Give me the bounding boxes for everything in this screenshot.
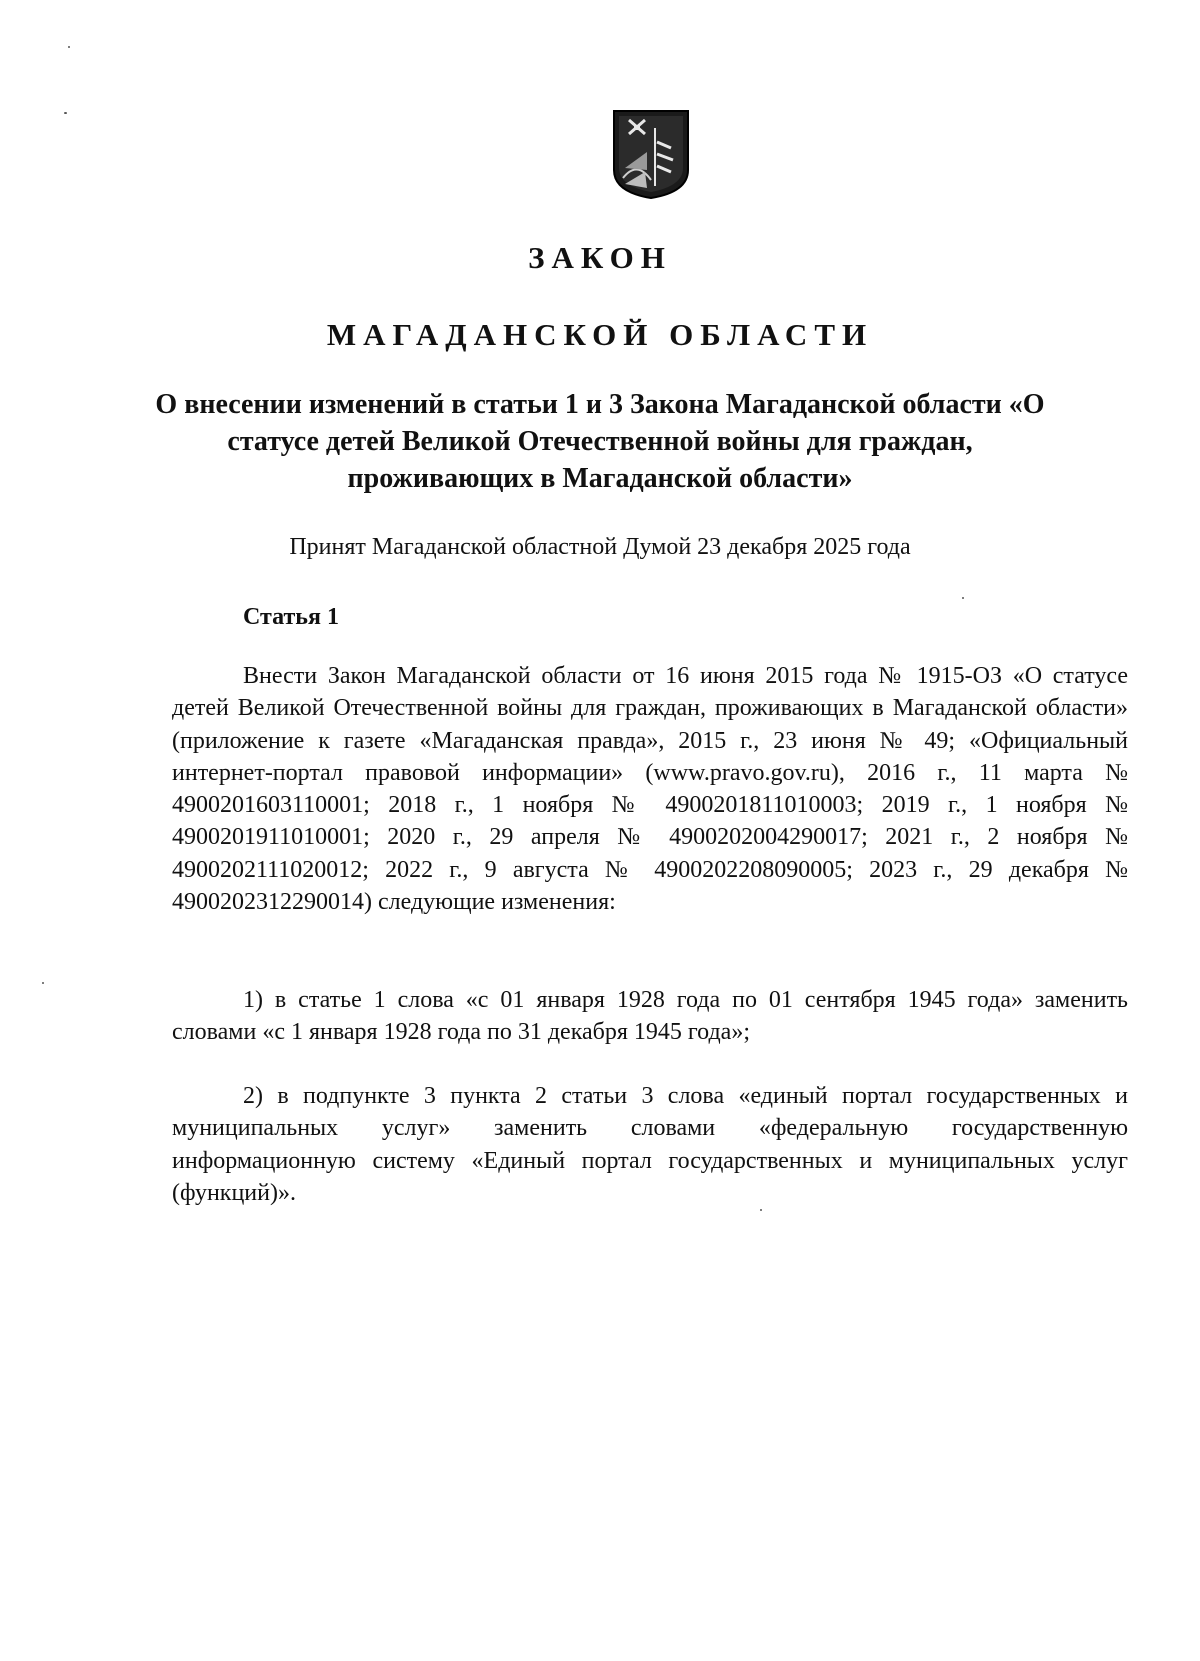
article-intro-paragraph: Внести Закон Магаданской области от 16 июня 2015 года № 1915-ОЗ «О статусе детей Великой Отечественной войны для граждан, проживающих в Магаданской области» (приложение к газете «Магаданская правда», 2015 г., 23 июня № 49; «Официальный интернет-портал правовой информации» (www.pravo.gov.ru), 2016 г., 11 марта № 4900201603110001; 2018 г., 1 ноября № 4900201811010003; 2019 г., 1 ноября № 4900201911010001; 2020 г., 29 апреля № 4900202004290017; 2021 г., 2 ноября № 4900202111020012; 2022 г., 9 августа № 4900202208090005; 2023 г., 29 декабря № 4900202312290014) следующие изменения: bbox=[172, 663, 1128, 916]
document-region: МАГАДАНСКОЙ ОБЛАСТИ bbox=[326, 317, 874, 352]
law-name: О внесении изменений в статьи 1 и 3 Закона Магаданской области «О статусе детей Великой Отечественной войны для граждан, проживающих в Магаданской области» bbox=[155, 389, 1045, 494]
scan-speck bbox=[64, 112, 67, 114]
article-heading: Статья 1 bbox=[243, 604, 339, 630]
adoption-line: Принят Магаданской областной Думой 23 декабря 2025 года bbox=[289, 534, 911, 560]
article-item-1: 1) в статье 1 слова «с 01 января 1928 года по 01 сентября 1945 года» заменить словами «с 1 января 1928 года по 31 декабря 1945 года»; bbox=[172, 987, 1128, 1046]
article-item-2: 2) в подпункте 3 пункта 2 статьи 3 слова «единый портал государственных и муниципальных услуг» заменить словами «федеральную государственную информационную систему «Единый портал государственных и муниципальных услуг (функций)». bbox=[172, 1083, 1128, 1206]
document-title: ЗАКОН bbox=[528, 240, 672, 275]
scan-speck bbox=[68, 46, 70, 48]
scan-speck bbox=[42, 982, 44, 984]
scan-speck bbox=[760, 1209, 762, 1211]
coat-of-arms-icon bbox=[611, 108, 691, 200]
scan-speck bbox=[962, 597, 964, 599]
